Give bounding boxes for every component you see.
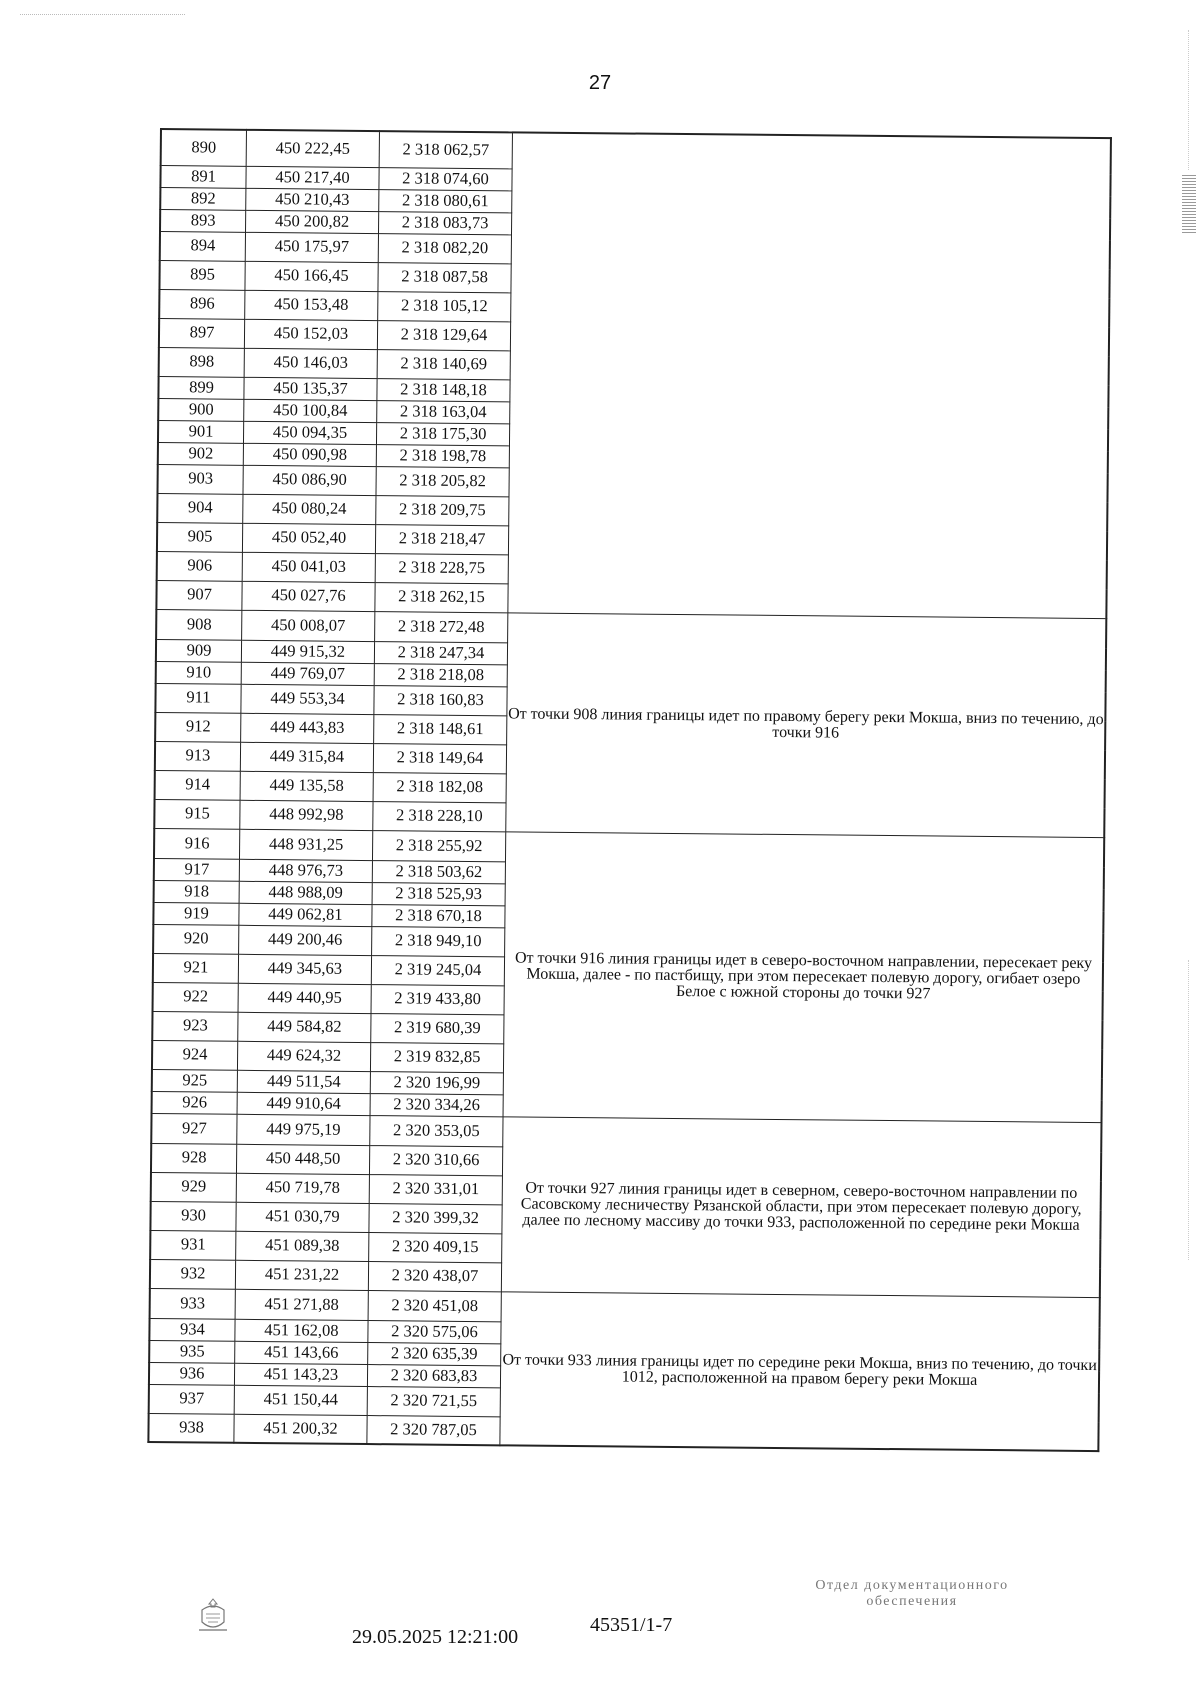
- coord-y-cell: 2 318 272,48: [375, 611, 508, 642]
- point-number-cell: 919: [153, 902, 239, 925]
- department-stamp: [762, 1578, 1062, 1610]
- coord-y-cell: 2 320 331,01: [369, 1174, 502, 1204]
- table-body: [148, 129, 1111, 1451]
- coord-x-cell: 449 511,54: [237, 1070, 370, 1093]
- coord-x-cell: 451 143,66: [235, 1341, 368, 1364]
- coord-x-cell: 448 992,98: [240, 800, 373, 830]
- boundary-description-cell: От точки 933 линия границы идет по середине реки Мокша, вниз по течению, до точки 1012, расположенной на правом берегу реки Мокша: [500, 1291, 1100, 1451]
- boundary-table-wrapper: [147, 128, 1112, 1452]
- coord-x-cell: 450 041,03: [242, 552, 375, 582]
- coord-x-cell: 451 231,22: [235, 1260, 368, 1290]
- coord-y-cell: 2 320 399,32: [369, 1203, 502, 1233]
- boundary-description-cell: От точки 927 линия границы идет в северном, северо-восточном направлении по Сасовскому лесничеству Рязанской области, при этом пересекает полевую дорогу, далее по лесному массиву до точки 933, расположенной по середине реки Мокша: [501, 1116, 1101, 1297]
- point-number-cell: 899: [158, 376, 244, 399]
- point-number-cell: 912: [155, 712, 241, 742]
- coord-y-cell: 2 318 160,83: [374, 685, 507, 715]
- coord-x-cell: 449 769,07: [241, 662, 374, 685]
- coord-x-cell: 451 162,08: [235, 1319, 368, 1342]
- coord-y-cell: 2 320 353,05: [370, 1115, 503, 1146]
- coord-x-cell: 450 222,45: [246, 130, 379, 167]
- coord-y-cell: 2 318 148,61: [374, 714, 507, 744]
- point-number-cell: 904: [157, 493, 243, 523]
- point-number-cell: 937: [149, 1384, 235, 1414]
- footer-datetime: 29.05.2025 12:21:00: [352, 1626, 519, 1648]
- point-number-cell: 930: [150, 1201, 236, 1231]
- coord-x-cell: 450 080,24: [243, 494, 376, 524]
- coord-x-cell: 449 553,34: [241, 684, 374, 714]
- coord-x-cell: 449 624,32: [237, 1041, 370, 1071]
- point-number-cell: 908: [156, 609, 242, 640]
- coord-x-cell: 448 976,73: [239, 859, 372, 882]
- boundary-description-cell: От точки 916 линия границы идет в северо-восточном направлении, пересекает реку Мокша, далее - по пастбищу, при этом пересекает полевую дорогу, огибает озеро Белое с южной стороны до точки 927: [503, 831, 1104, 1122]
- coord-x-cell: 448 931,25: [239, 829, 372, 860]
- coord-y-cell: 2 319 433,80: [371, 984, 504, 1014]
- coord-y-cell: 2 318 218,08: [374, 663, 507, 686]
- point-number-cell: 928: [151, 1143, 237, 1173]
- coord-y-cell: 2 318 247,34: [374, 641, 507, 664]
- point-number-cell: 902: [158, 442, 244, 465]
- point-number-cell: 892: [160, 187, 246, 210]
- coord-y-cell: 2 320 635,39: [368, 1342, 501, 1365]
- boundary-description-cell: От точки 908 линия границы идет по правому берегу реки Мокша, вниз по течению, до точки 916: [506, 612, 1107, 837]
- coord-x-cell: 450 086,90: [243, 465, 376, 495]
- point-number-cell: 895: [159, 260, 245, 290]
- scan-edge-line: [1188, 960, 1189, 1260]
- coord-y-cell: 2 320 451,08: [368, 1290, 501, 1321]
- coord-y-cell: 2 320 334,26: [370, 1093, 503, 1116]
- point-number-cell: 914: [155, 770, 241, 800]
- coord-x-cell: 448 988,09: [239, 881, 372, 904]
- coord-x-cell: 451 143,23: [234, 1363, 367, 1386]
- coord-y-cell: 2 318 198,78: [376, 444, 509, 467]
- point-number-cell: 934: [149, 1318, 235, 1341]
- coord-y-cell: 2 318 149,64: [373, 743, 506, 773]
- point-number-cell: 906: [157, 551, 243, 581]
- coord-y-cell: 2 320 196,99: [370, 1071, 503, 1094]
- point-number-cell: 896: [159, 289, 245, 319]
- scan-edge-line: [1188, 30, 1189, 170]
- coord-x-cell: 450 210,43: [246, 188, 379, 211]
- point-number-cell: 920: [153, 924, 239, 954]
- point-number-cell: 918: [154, 880, 240, 903]
- coord-y-cell: 2 318 218,47: [375, 524, 508, 554]
- coord-y-cell: 2 320 683,83: [367, 1364, 500, 1387]
- coord-x-cell: 449 915,32: [241, 640, 374, 663]
- coord-x-cell: 449 584,82: [238, 1012, 371, 1042]
- coord-y-cell: 2 318 228,10: [373, 801, 506, 831]
- stamp-line-1: Отдел документационного: [815, 1578, 1009, 1593]
- coord-y-cell: 2 318 129,64: [377, 320, 510, 350]
- point-number-cell: 935: [149, 1340, 235, 1363]
- coord-x-cell: 449 975,19: [237, 1114, 370, 1145]
- coord-x-cell: 450 008,07: [242, 610, 375, 641]
- coord-y-cell: 2 318 083,73: [379, 211, 512, 234]
- coord-x-cell: 450 090,98: [243, 443, 376, 466]
- footer-doc-number: 45351/1-7: [590, 1614, 673, 1636]
- coord-x-cell: 451 271,88: [235, 1289, 368, 1320]
- point-number-cell: 897: [159, 318, 245, 348]
- coord-y-cell: 2 318 074,60: [379, 167, 512, 190]
- coord-x-cell: 451 089,38: [236, 1231, 369, 1261]
- coord-x-cell: 450 719,78: [236, 1173, 369, 1203]
- coord-y-cell: 2 318 949,10: [372, 926, 505, 956]
- point-number-cell: 909: [156, 639, 242, 662]
- coord-x-cell: 451 200,32: [234, 1414, 367, 1444]
- point-number-cell: 926: [152, 1091, 238, 1114]
- coord-y-cell: 2 318 148,18: [377, 378, 510, 401]
- coord-x-cell: 450 217,40: [246, 166, 379, 189]
- coord-x-cell: 450 052,40: [242, 523, 375, 553]
- coord-x-cell: 451 150,44: [234, 1385, 367, 1415]
- coord-y-cell: 2 319 245,04: [371, 955, 504, 985]
- coord-y-cell: 2 318 182,08: [373, 772, 506, 802]
- coord-y-cell: 2 318 205,82: [376, 466, 509, 496]
- coord-x-cell: 449 345,63: [238, 954, 371, 984]
- point-number-cell: 933: [150, 1288, 236, 1319]
- point-number-cell: 924: [152, 1040, 238, 1070]
- point-number-cell: 922: [153, 982, 239, 1012]
- coord-x-cell: 449 443,83: [241, 713, 374, 743]
- point-number-cell: 925: [152, 1069, 238, 1092]
- coord-y-cell: 2 320 409,15: [369, 1232, 502, 1262]
- point-number-cell: 929: [151, 1172, 237, 1202]
- coord-y-cell: 2 320 721,55: [367, 1386, 500, 1416]
- coord-x-cell: 450 146,03: [244, 348, 377, 378]
- coord-y-cell: 2 318 255,92: [372, 830, 505, 861]
- coord-y-cell: 2 318 082,20: [378, 233, 511, 263]
- coord-y-cell: 2 320 575,06: [368, 1320, 501, 1343]
- coord-x-cell: 450 166,45: [245, 261, 378, 291]
- coord-x-cell: 449 315,84: [240, 742, 373, 772]
- coord-x-cell: 450 152,03: [244, 319, 377, 349]
- point-number-cell: 898: [159, 347, 245, 377]
- coord-y-cell: 2 319 832,85: [370, 1042, 503, 1072]
- coord-x-cell: 450 200,82: [246, 210, 379, 233]
- coord-y-cell: 2 318 525,93: [372, 882, 505, 905]
- coord-x-cell: 451 030,79: [236, 1202, 369, 1232]
- coord-y-cell: 2 320 438,07: [368, 1261, 501, 1291]
- coord-x-cell: 449 062,81: [239, 903, 372, 926]
- point-number-cell: 917: [154, 858, 240, 881]
- coord-y-cell: 2 318 140,69: [377, 349, 510, 379]
- coord-y-cell: 2 318 087,58: [378, 262, 511, 292]
- coord-x-cell: 450 027,76: [242, 581, 375, 611]
- point-number-cell: 936: [149, 1362, 235, 1385]
- coord-y-cell: 2 318 163,04: [377, 400, 510, 423]
- point-number-cell: 915: [154, 799, 240, 829]
- coord-y-cell: 2 318 209,75: [376, 495, 509, 525]
- coord-y-cell: 2 319 680,39: [371, 1013, 504, 1043]
- scan-artifact-dots: [20, 14, 185, 15]
- coord-y-cell: 2 318 080,61: [379, 189, 512, 212]
- point-number-cell: 921: [153, 953, 239, 983]
- point-number-cell: 931: [150, 1230, 236, 1260]
- point-number-cell: 910: [156, 661, 242, 684]
- coat-of-arms-icon: [196, 1596, 230, 1634]
- coord-x-cell: 450 135,37: [244, 377, 377, 400]
- point-number-cell: 938: [148, 1413, 234, 1443]
- point-number-cell: 913: [155, 741, 241, 771]
- coord-y-cell: 2 318 062,57: [379, 131, 512, 168]
- point-number-cell: 905: [157, 522, 243, 552]
- coord-y-cell: 2 318 175,30: [376, 422, 509, 445]
- point-number-cell: 900: [158, 398, 244, 421]
- coord-x-cell: 449 135,58: [240, 771, 373, 801]
- point-number-cell: 911: [155, 683, 241, 713]
- point-number-cell: 901: [158, 420, 244, 443]
- scan-artifact-marks: [1182, 175, 1196, 235]
- coord-x-cell: 449 910,64: [237, 1092, 370, 1115]
- coord-x-cell: 450 448,50: [236, 1144, 369, 1174]
- coord-x-cell: 449 200,46: [239, 925, 372, 955]
- coord-y-cell: 2 318 228,75: [375, 553, 508, 583]
- point-number-cell: 894: [160, 231, 246, 261]
- stamp-line-2: обеспечения: [866, 1594, 958, 1610]
- point-number-cell: 907: [156, 580, 242, 610]
- point-number-cell: 890: [161, 129, 247, 166]
- boundary-description-cell: [508, 132, 1111, 618]
- point-number-cell: 927: [151, 1113, 237, 1144]
- page-number: 27: [588, 72, 612, 94]
- coord-x-cell: 450 175,97: [245, 232, 378, 262]
- coord-y-cell: 2 318 105,12: [378, 291, 511, 321]
- coord-y-cell: 2 318 670,18: [372, 904, 505, 927]
- coord-y-cell: 2 320 787,05: [367, 1415, 500, 1445]
- coord-x-cell: 450 153,48: [245, 290, 378, 320]
- coord-y-cell: 2 320 310,66: [369, 1145, 502, 1175]
- coord-y-cell: 2 318 503,62: [372, 860, 505, 883]
- point-number-cell: 893: [160, 209, 246, 232]
- coord-x-cell: 450 100,84: [244, 399, 377, 422]
- coord-x-cell: 449 440,95: [238, 983, 371, 1013]
- point-number-cell: 923: [152, 1011, 238, 1041]
- point-number-cell: 903: [157, 464, 243, 494]
- point-number-cell: 891: [160, 165, 246, 188]
- point-number-cell: 932: [150, 1259, 236, 1289]
- coord-x-cell: 450 094,35: [243, 421, 376, 444]
- coord-y-cell: 2 318 262,15: [375, 582, 508, 612]
- boundary-coordinates-table: [147, 128, 1112, 1452]
- point-number-cell: 916: [154, 828, 240, 859]
